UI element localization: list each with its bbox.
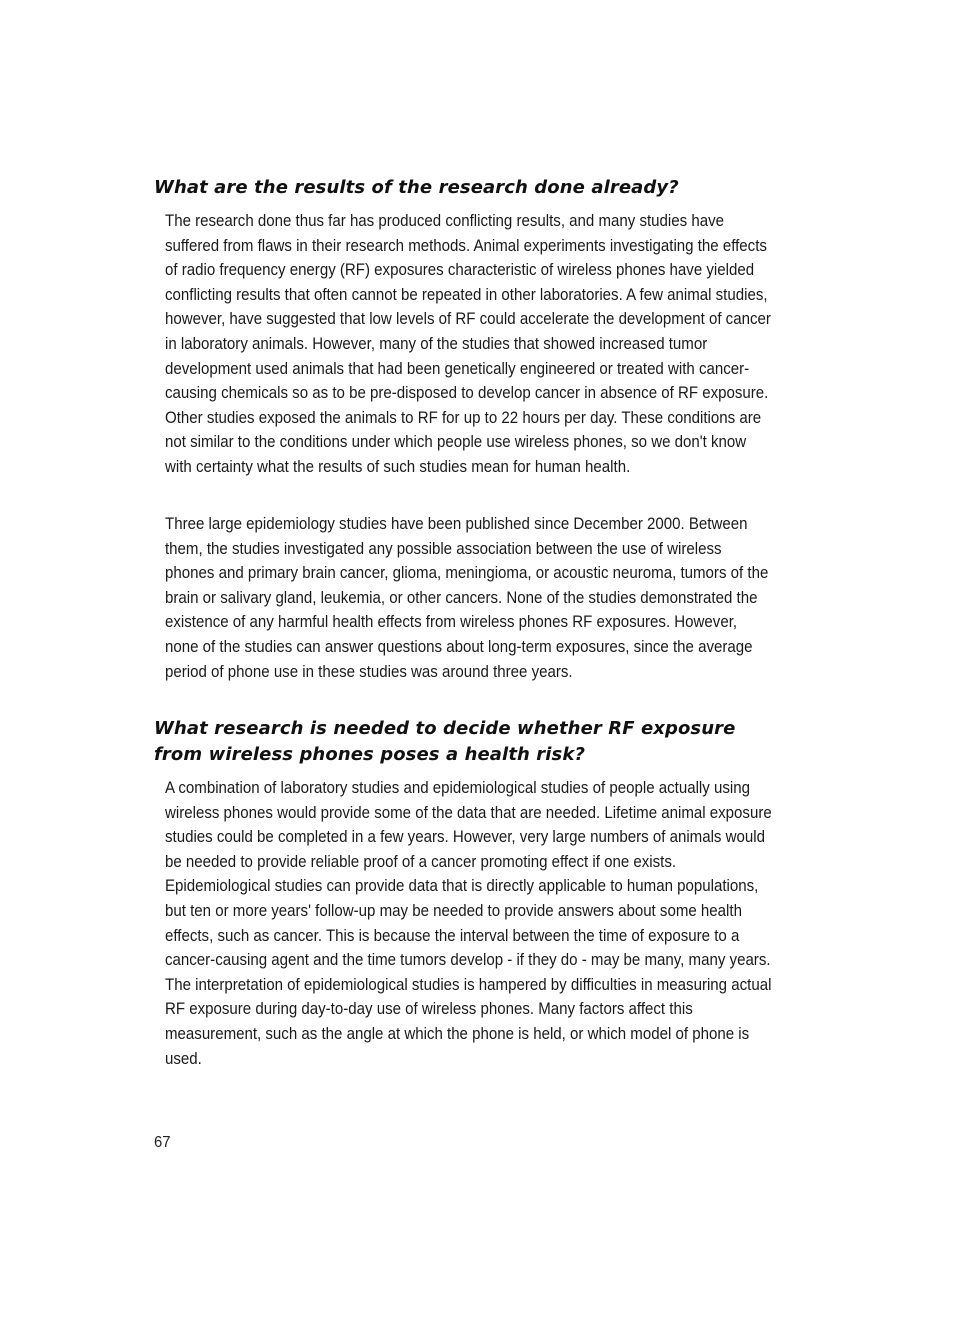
page-number: 67 (154, 1134, 171, 1151)
paragraph-epidemiology-studies: Three large epidemiology studies have been published since December 2000. Between them, the studies investigated any possible association between the use of wireless phones and primary brain cancer, glioma, meningioma, or acoustic neuroma, tumors of the brain or salivary gland, leukemia, or other cancers. None of the studies demonstrated the existence of any harmful health effects from wireless phones RF exposures. However, none of the studies can answer questions about long-term exposures, since the average period of phone use in these studies was around three years. (165, 515, 769, 681)
paragraph-research-needed: A combination of laboratory studies and epidemiological studies of people actually using wireless phones would provide some of the data that are needed. Lifetime animal exposure studies could be completed in a few years. However, very large numbers of animals would be needed to provide reliable proof of a cancer promoting effect if one exists. Epidemiological studies can provide data that is directly applicable to human populations, but ten or more years' follow-up may be needed to provide answers about some health effects, such as cancer. This is because the interval between the time of exposure to a cancer-causing agent and the time tumors develop - if they do - may be many, many years. The interpretation of epidemiological studies is hampered by difficulties in measuring actual RF exposure during day-to-day use of wireless phones. Many factors affect this measurement, such as the angle at which the phone is held, or which model of phone is used. (165, 779, 772, 1068)
section-heading-research-results: What are the results of the research done already? (154, 177, 679, 198)
paragraph-research-results: The research done thus far has produced conflicting results, and many studies have suffered from flaws in their research methods. Animal experiments investigating the effects of radio frequency energy (RF) exposures characteristic of wireless phones have yielded conflicting results that often cannot be repeated in other laboratories. A few animal studies, however, have suggested that low levels of RF could accelerate the development of cancer in laboratory animals. However, many of the studies that showed increased tumor development used animals that had been genetically engineered or treated with cancer-causing chemicals so as to be pre-disposed to develop cancer in absence of RF exposure. Other studies exposed the animals to RF for up to 22 hours per day. These conditions are not similar to the conditions under which people use wireless phones, so we don't know with certainty what the results of such studies mean for human health. (165, 212, 771, 476)
section-heading-research-needed: What research is needed to decide whether RF exposure from wireless phones poses a health risk? (154, 718, 736, 765)
